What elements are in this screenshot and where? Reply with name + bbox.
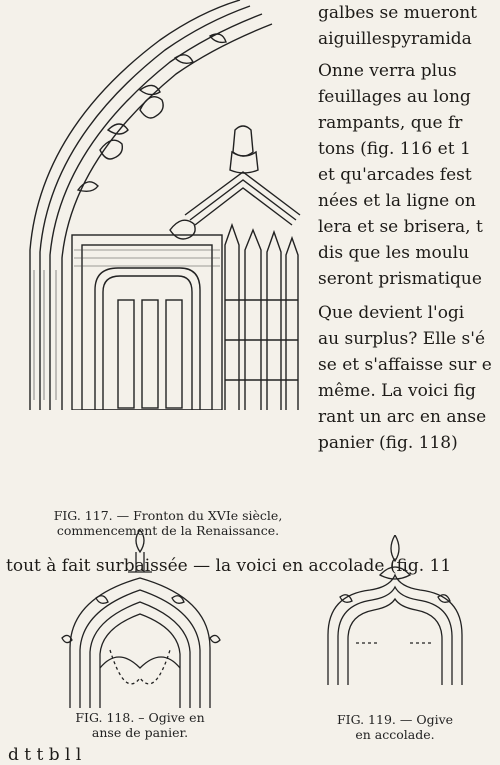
caption-line: FIG. 117. — Fronton du XVIe siècle,	[53, 508, 283, 523]
text-line: panier (fig. 118)	[318, 433, 458, 453]
text-line: Onne verra plus	[318, 61, 457, 81]
figure-118-engraving	[60, 528, 230, 708]
figure-118-caption	[50, 710, 230, 740]
full-width-text-line: tout à fait surbaissée — la voici en accolade (fig. 11	[6, 556, 452, 576]
text-line: tons (fig. 116 et 1	[318, 139, 471, 159]
figure-119-caption	[310, 712, 480, 742]
figure-119-engraving	[320, 535, 470, 685]
text-line: rant un arc en anse	[318, 407, 487, 427]
text-line: Que devient l'ogi	[318, 303, 465, 323]
caption-line: FIG. 118. – Ogive en	[75, 710, 205, 725]
text-line: seront prismatique	[318, 269, 482, 289]
figure-117-engraving	[0, 0, 310, 410]
text-line: nées et la ligne on	[318, 191, 476, 211]
caption-line: en accolade.	[355, 727, 435, 742]
text-line: galbes se mueront	[318, 3, 477, 23]
text-line: rampants, que fr	[318, 113, 463, 133]
caption-line: anse de panier.	[91, 725, 189, 740]
text-line: et qu'arcades fest	[318, 165, 472, 185]
text-line: feuillages au long	[318, 87, 471, 107]
text-line: dis que les moulu	[318, 243, 470, 263]
right-text-column	[318, 0, 500, 456]
text-line: au surplus? Elle s'é	[318, 329, 486, 349]
text-line: se et s'affaisse sur e	[318, 355, 492, 375]
bottom-partial-text: d t t b l l	[8, 745, 82, 765]
text-line: même. La voici fig	[318, 381, 476, 401]
text-line: aiguillespyramida	[318, 29, 472, 49]
caption-line: commencement de la Renaissance.	[56, 523, 280, 538]
text-line: lera et se brisera, t	[318, 217, 483, 237]
caption-line: FIG. 119. — Ogive	[336, 712, 454, 727]
